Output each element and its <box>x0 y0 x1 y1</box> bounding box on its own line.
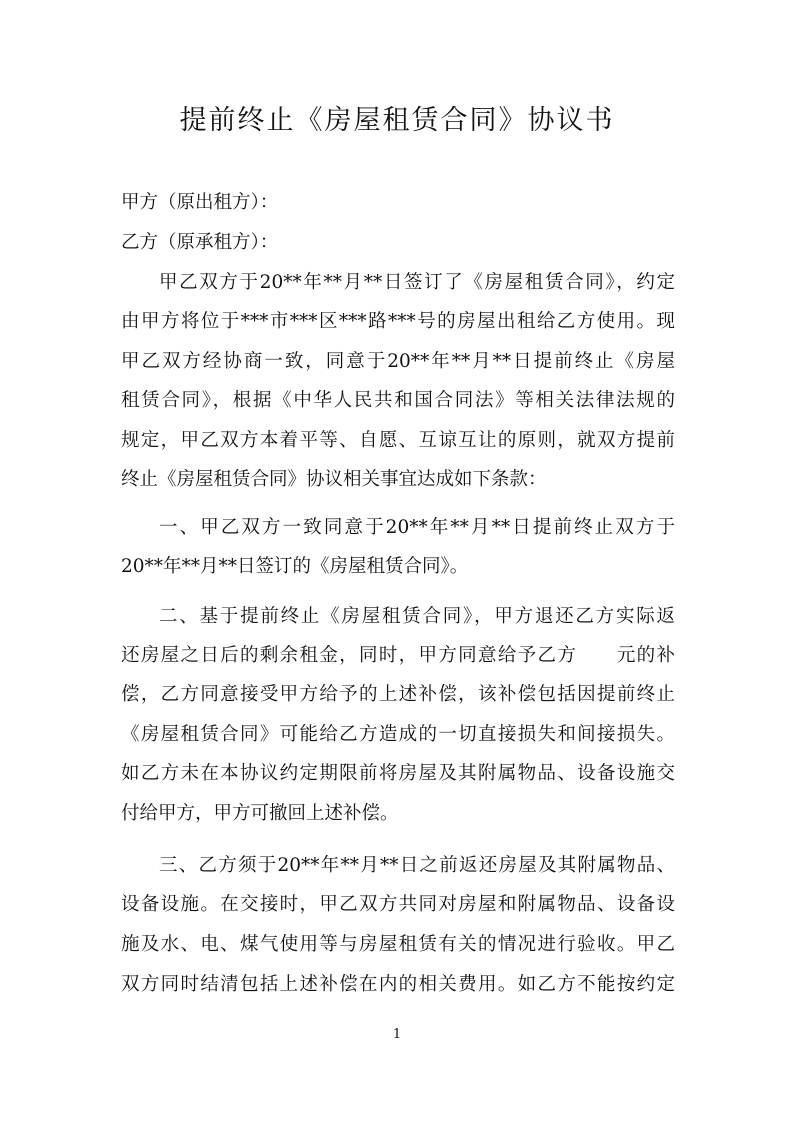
text-line: 施及水、电、煤气使用等与房屋租赁有关的情况进行验收。甲乙 <box>121 934 675 955</box>
text-line: 租赁合同》，根据《中华人民共和国合同法》等相关法律法规的 <box>121 390 675 411</box>
page-number: 1 <box>392 1027 402 1042</box>
party-b-label: 乙方（原承租方）： <box>121 232 279 253</box>
text-line: 由甲方将位于***市***区***路***号的房屋出租给乙方使用。现 <box>121 311 675 332</box>
text-line: 终止《房屋租赁合同》协议相关事宜达成如下条款： <box>121 469 547 490</box>
text-line: 付给甲方，甲方可撤回上述补偿。 <box>121 803 399 824</box>
text-line: 设备设施。在交接时，甲乙双方共同对房屋和附属物品、设备设 <box>121 894 675 915</box>
document-title: 提前终止《房屋租赁合同》协议书 <box>179 105 615 136</box>
text-line: 偿，乙方同意接受甲方给予的上述补偿，该补偿包括因提前终止 <box>121 684 675 705</box>
text-line: 《房屋租赁合同》可能给乙方造成的一切直接损失和间接损失。 <box>121 724 675 745</box>
text-line: 甲乙双方经协商一致，同意于20**年**月**日提前终止《房屋 <box>121 351 675 372</box>
text-line: 还房屋之日后的剩余租金，同时，甲方同意给予乙方 元的补 <box>121 645 675 666</box>
text-line: 规定，甲乙双方本着平等、自愿、互谅互让的原则，就双方提前 <box>121 430 675 451</box>
text-line: 一、甲乙双方一致同意于20**年**月**日提前终止双方于 <box>159 517 675 538</box>
party-a-label: 甲方（原出租方）： <box>121 192 279 213</box>
text-line: 双方同时结清包括上述补偿在内的相关费用。如乙方不能按约定 <box>121 974 675 995</box>
text-line: 三、乙方须于20**年**月**日之前返还房屋及其附属物品、 <box>159 855 675 876</box>
text-line: 甲乙双方于20**年**月**日签订了《房屋租赁合同》，约定 <box>159 272 675 293</box>
text-line: 如乙方未在本协议约定期限前将房屋及其附属物品、设备设施交 <box>121 763 675 784</box>
text-line: 二、基于提前终止《房屋租赁合同》，甲方退还乙方实际返 <box>159 606 675 627</box>
text-line: 20**年**月**日签订的《房屋租赁合同》。 <box>121 556 469 577</box>
